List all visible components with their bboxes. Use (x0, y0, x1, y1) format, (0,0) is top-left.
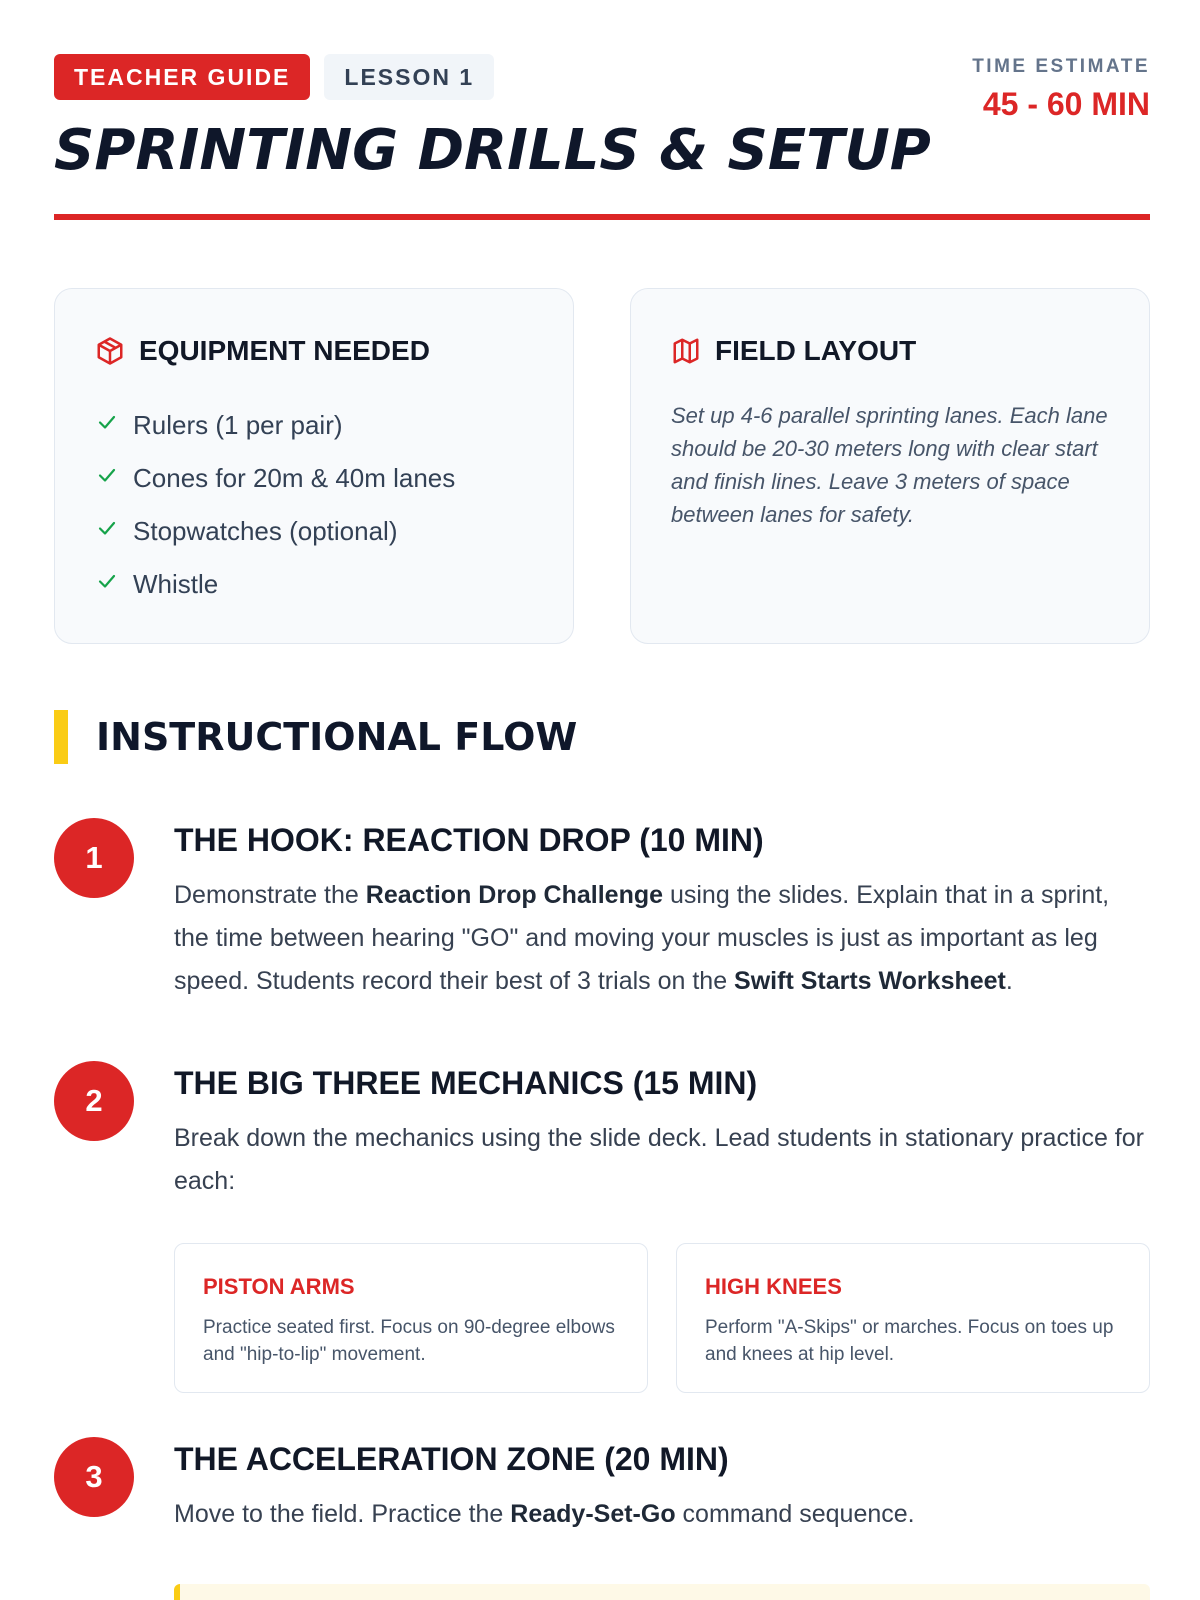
equipment-card (54, 288, 574, 644)
lesson-badge: LESSON 1 (324, 54, 494, 100)
time-estimate (972, 54, 1150, 123)
step-title: THE ACCELERATION ZONE (20 MIN) (174, 1441, 729, 1477)
section-title: INSTRUCTIONAL FLOW (96, 715, 578, 759)
field-layout-card-header (671, 335, 1109, 367)
step-number-badge: 3 (54, 1437, 134, 1517)
step-number-badge: 2 (54, 1061, 134, 1141)
equipment-card-header (95, 335, 533, 367)
mechanic-title: PISTON ARMS (203, 1274, 355, 1299)
check-icon (95, 569, 119, 600)
step-text-segment: command sequence. (675, 1500, 915, 1528)
equipment-item-label: Rulers (1 per pair) (133, 410, 343, 440)
page-header (54, 54, 1150, 183)
step-description (174, 1493, 1150, 1536)
field-layout-card (630, 288, 1150, 644)
step-text-segment: using the slides. Explain that in a sprint, the time between hearing "GO" and moving your muscles is just as important as leg speed. Students record their best of 3 trials on the (174, 881, 1110, 995)
equipment-title: EQUIPMENT NEEDED (139, 335, 430, 366)
list-item (95, 399, 533, 452)
map-icon (671, 336, 701, 366)
mechanic-card-high-knees (676, 1243, 1150, 1393)
step-bold-segment: Reaction Drop Challenge (365, 881, 664, 909)
tip-callout (174, 1584, 1150, 1600)
step-title: THE BIG THREE MECHANICS (15 MIN) (174, 1065, 758, 1101)
header-divider (54, 214, 1150, 220)
check-icon (95, 516, 119, 547)
step-description: Break down the mechanics using the slide deck. Lead students in stationary practice for each: (174, 1124, 1144, 1195)
page-title: SPRINTING DRILLS & SETUP (54, 118, 931, 183)
mechanic-card-piston-arms (174, 1243, 648, 1393)
step-bold-segment: Ready-Set-Go (510, 1500, 676, 1528)
time-estimate-value: 45 - 60 MIN (982, 86, 1150, 122)
field-layout-description: Set up 4-6 parallel sprinting lanes. Each lane should be 20-30 meters long with clear start and finish lines. Leave 3 meters of space between lanes for safety. (671, 403, 1108, 527)
step-body (174, 1061, 1150, 1203)
mechanic-description: Perform "A-Skips" or marches. Focus on toes up and knees at hip level. (705, 1317, 1114, 1365)
step-title: THE HOOK: REACTION DROP (10 MIN) (174, 822, 764, 858)
list-item (95, 505, 533, 558)
mechanic-title: HIGH KNEES (705, 1274, 842, 1299)
equipment-item-label: Stopwatches (optional) (133, 516, 398, 546)
check-icon (95, 463, 119, 494)
mechanics-grid (174, 1243, 1150, 1393)
equipment-item-label: Cones for 20m & 40m lanes (133, 463, 456, 493)
step-text-segment: . (1005, 967, 1013, 995)
step-bold-segment: Swift Starts Worksheet (734, 967, 1006, 995)
equipment-item-label: Whistle (133, 569, 219, 599)
step-text-segment: Demonstrate the (174, 881, 366, 909)
list-item (95, 452, 533, 505)
step-number-badge: 1 (54, 818, 134, 898)
section-accent-bar (54, 710, 68, 764)
step-body (174, 1437, 1150, 1536)
mechanic-description: Practice seated first. Focus on 90-degree elbows and "hip-to-lip" movement. (203, 1317, 615, 1365)
step-text-segment: Move to the field. Practice the (174, 1500, 511, 1528)
instructional-flow-heading (54, 710, 577, 764)
time-estimate-label: TIME ESTIMATE (972, 56, 1150, 77)
field-layout-title: FIELD LAYOUT (715, 335, 917, 366)
equipment-list (95, 399, 533, 611)
teacher-guide-badge: TEACHER GUIDE (54, 54, 310, 100)
check-icon (95, 410, 119, 441)
list-item (95, 558, 533, 611)
step-description (174, 874, 1150, 1003)
step-body (174, 818, 1150, 1003)
package-icon (95, 336, 125, 366)
